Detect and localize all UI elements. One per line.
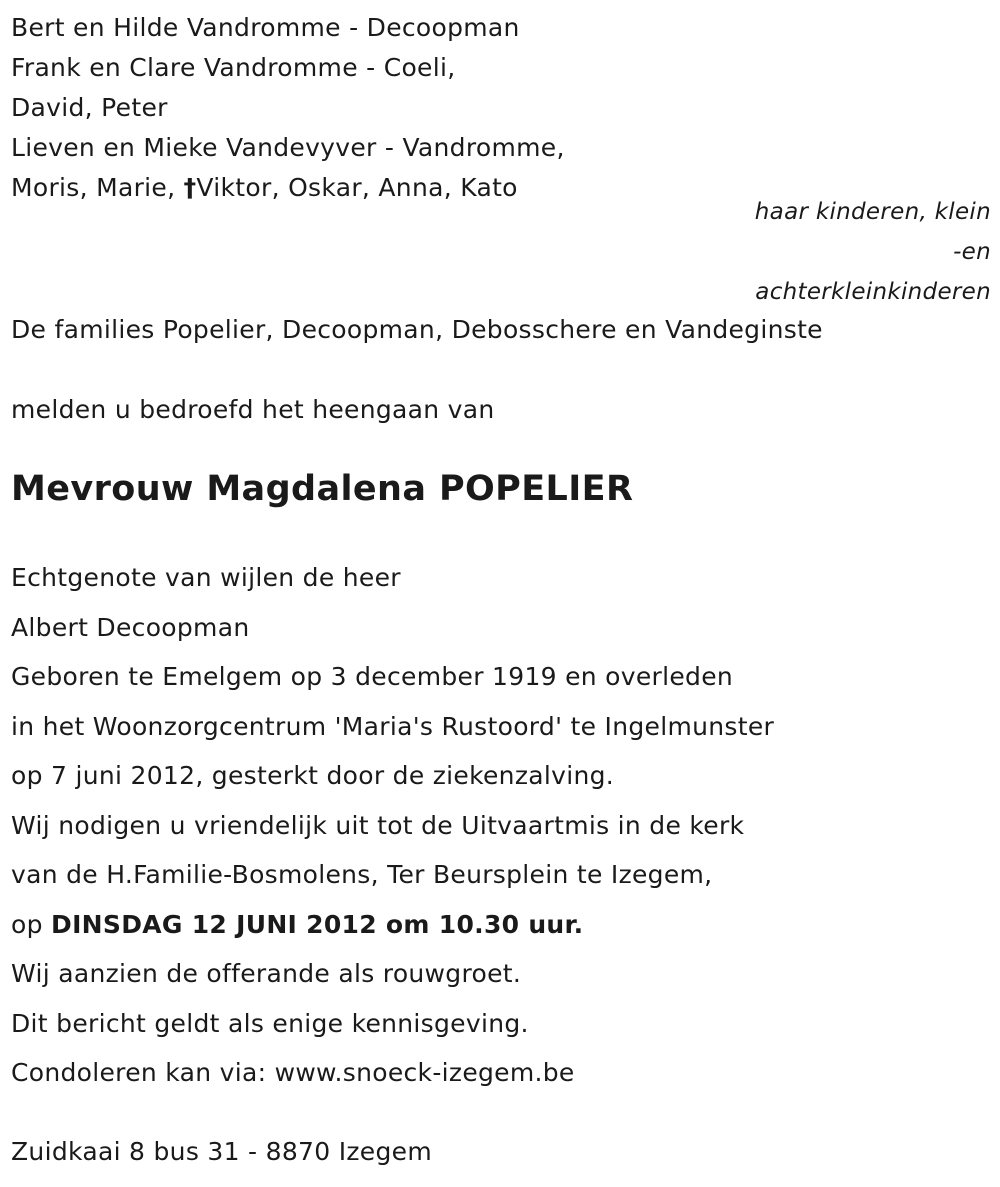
detail-line: in het Woonzorgcentrum 'Maria's Rustoord' te Ingelmunster — [11, 711, 775, 741]
grandchildren-after-cross: Viktor, Oskar, Anna, Kato — [196, 173, 518, 202]
detail-line: Echtgenote van wijlen de heer — [11, 563, 401, 592]
family-list — [11, 8, 565, 208]
closing-line: Dit bericht geldt als enige kennisgeving. — [11, 1008, 529, 1038]
closing-line: Wij aanzien de offerande als rouwgroet. — [11, 959, 522, 988]
announcement: melden u bedroefd het heengaan van — [11, 395, 495, 424]
detail-line: Geboren te Emelgem op 3 december 1919 en overleden — [11, 662, 734, 691]
relation-line: -en — [953, 239, 991, 265]
family-line: Lieven en Mieke Vandevyver - Vandromme, — [11, 133, 565, 162]
family-line: David, Peter — [11, 93, 168, 122]
grandchildren-before-cross: Moris, Marie, — [11, 173, 184, 202]
detail-line: op 7 juni 2012, gesterkt door de ziekenzalving. — [11, 761, 615, 790]
detail-line: van de H.Familie-Bosmolens, Ter Beursplein te Izegem, — [11, 860, 713, 889]
condolence-line: Condoleren kan via: www.snoeck-izegem.be — [11, 1058, 575, 1087]
deceased-name: Mevrouw Magdalena POPELIER — [11, 469, 634, 509]
detail-line: Albert Decoopman — [11, 612, 250, 642]
details-block — [11, 553, 774, 1098]
funeral-prefix: op — [11, 909, 52, 939]
other-families: De families Popelier, Decoopman, Debosschere en Vandeginste — [11, 315, 823, 344]
grandchildren-line — [11, 168, 565, 208]
family-line: Bert en Hilde Vandromme - Decoopman — [11, 13, 520, 42]
cross-icon: † — [183, 173, 197, 202]
relation-line: haar kinderen, klein — [754, 199, 991, 225]
relation-line: achterkleinkinderen — [755, 279, 991, 305]
address: Zuidkaai 8 bus 31 - 8870 Izegem — [11, 1137, 432, 1166]
detail-line: Wij nodigen u vriendelijk uit tot de Uitvaartmis in de kerk — [11, 810, 745, 840]
family-line: Frank en Clare Vandromme - Coeli, — [11, 53, 456, 82]
funeral-line — [11, 900, 774, 950]
funeral-date-time: DINSDAG 12 JUNI 2012 om 10.30 uur. — [51, 909, 584, 939]
relation-description — [755, 192, 991, 312]
